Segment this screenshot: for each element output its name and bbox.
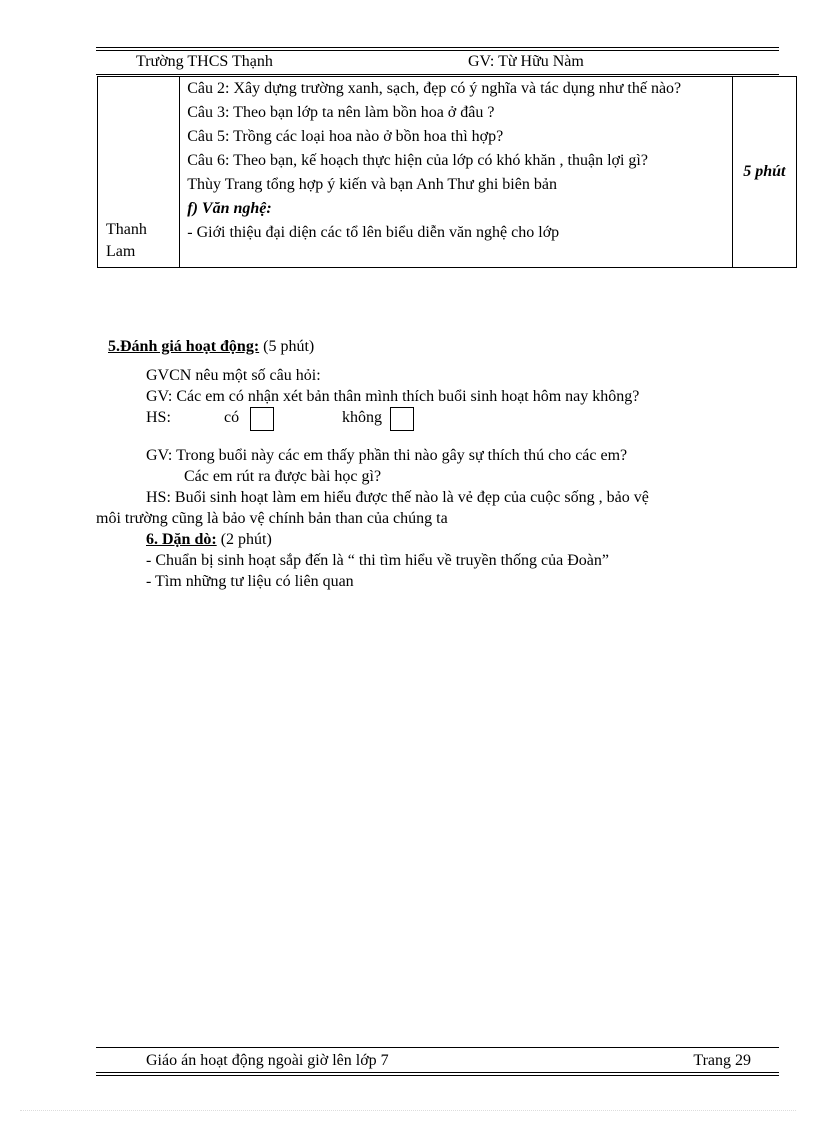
evaluation-duration: (5 phút)	[259, 338, 315, 355]
sub-heading: f) Văn nghệ:	[187, 200, 272, 217]
activity-table	[97, 76, 797, 268]
evaluation-line: GVCN nêu một số câu hỏi:	[146, 367, 321, 384]
participant-cell	[98, 77, 180, 268]
evaluation-line: GV: Các em có nhận xét bản thân mình thích buổi sinh hoạt hôm nay không?	[146, 388, 640, 405]
homework-item: - Chuẩn bị sinh hoạt sắp đến là “ thi tìm hiểu về truyền thống của Đoàn”	[146, 552, 609, 569]
page-header	[96, 53, 779, 73]
hs-answer: HS: Buổi sinh hoạt làm em hiểu được thế nào là vẻ đẹp của cuộc sống , bảo vệ	[146, 489, 649, 506]
page-edge-dots	[20, 1110, 796, 1111]
sub-item: - Giới thiệu đại diện các tổ lên biểu diễn văn nghệ cho lớp	[187, 224, 560, 241]
gv-question-2: Các em rút ra được bài học gì?	[184, 468, 382, 485]
gv-question: GV: Trong buổi này các em thấy phần thi nào gây sự thích thú cho các em?	[146, 447, 628, 464]
body-content	[96, 336, 756, 592]
option-no-checkbox[interactable]	[390, 407, 414, 431]
page-footer	[96, 1052, 779, 1072]
footer-title: Giáo án hoạt động ngoài giờ lên lớp 7	[146, 1052, 389, 1069]
time-cell	[732, 77, 796, 268]
footer-rule-top	[96, 1047, 779, 1048]
header-rule-bottom	[96, 74, 779, 75]
page-number: Trang 29	[693, 1052, 751, 1069]
header-rule-top-2	[96, 50, 779, 51]
question-item: Câu 6: Theo bạn, kế hoạch thực hiện của lớp có khó khăn , thuận lợi gì?	[187, 152, 648, 169]
evaluation-heading	[96, 336, 756, 357]
question-item: Câu 2: Xây dựng trường xanh, sạch, đẹp có ý nghĩa và tác dụng như thế nào?	[187, 80, 682, 97]
homework-title: 6. Dặn dò:	[146, 531, 217, 548]
table-row	[98, 77, 797, 268]
evaluation-title: 5.Đánh giá hoạt động:	[108, 338, 260, 355]
content-cell	[180, 77, 733, 268]
footer-rule-bottom	[96, 1072, 779, 1073]
hs-answer-row	[96, 407, 756, 435]
option-no-label: không	[342, 409, 382, 426]
participant-name: Thanh Lam	[106, 221, 147, 260]
question-item: Câu 5: Trồng các loại hoa nào ở bồn hoa thì hợp?	[187, 128, 504, 145]
hs-label: HS:	[146, 409, 171, 426]
footer-rule-bottom-2	[96, 1075, 779, 1076]
homework-duration: (2 phút)	[216, 531, 272, 548]
header-rule-top	[96, 47, 779, 48]
time-value: 5 phút	[743, 163, 786, 180]
school-name: Trường THCS Thạnh	[136, 53, 273, 70]
summary-note: Thùy Trang tổng hợp ý kiến và bạn Anh Thư ghi biên bản	[187, 176, 557, 193]
option-yes-label: có	[224, 409, 240, 426]
hs-answer-cont: môi trường cũng là bảo vệ chính bản than của chúng ta	[96, 510, 448, 527]
homework-item: - Tìm những tư liệu có liên quan	[146, 573, 354, 590]
homework-heading	[96, 529, 756, 550]
question-item: Câu 3: Theo bạn lớp ta nên làm bồn hoa ở đâu ?	[187, 104, 495, 121]
option-yes-checkbox[interactable]	[250, 407, 274, 431]
teacher-name: GV: Từ Hữu Nàm	[468, 53, 584, 70]
